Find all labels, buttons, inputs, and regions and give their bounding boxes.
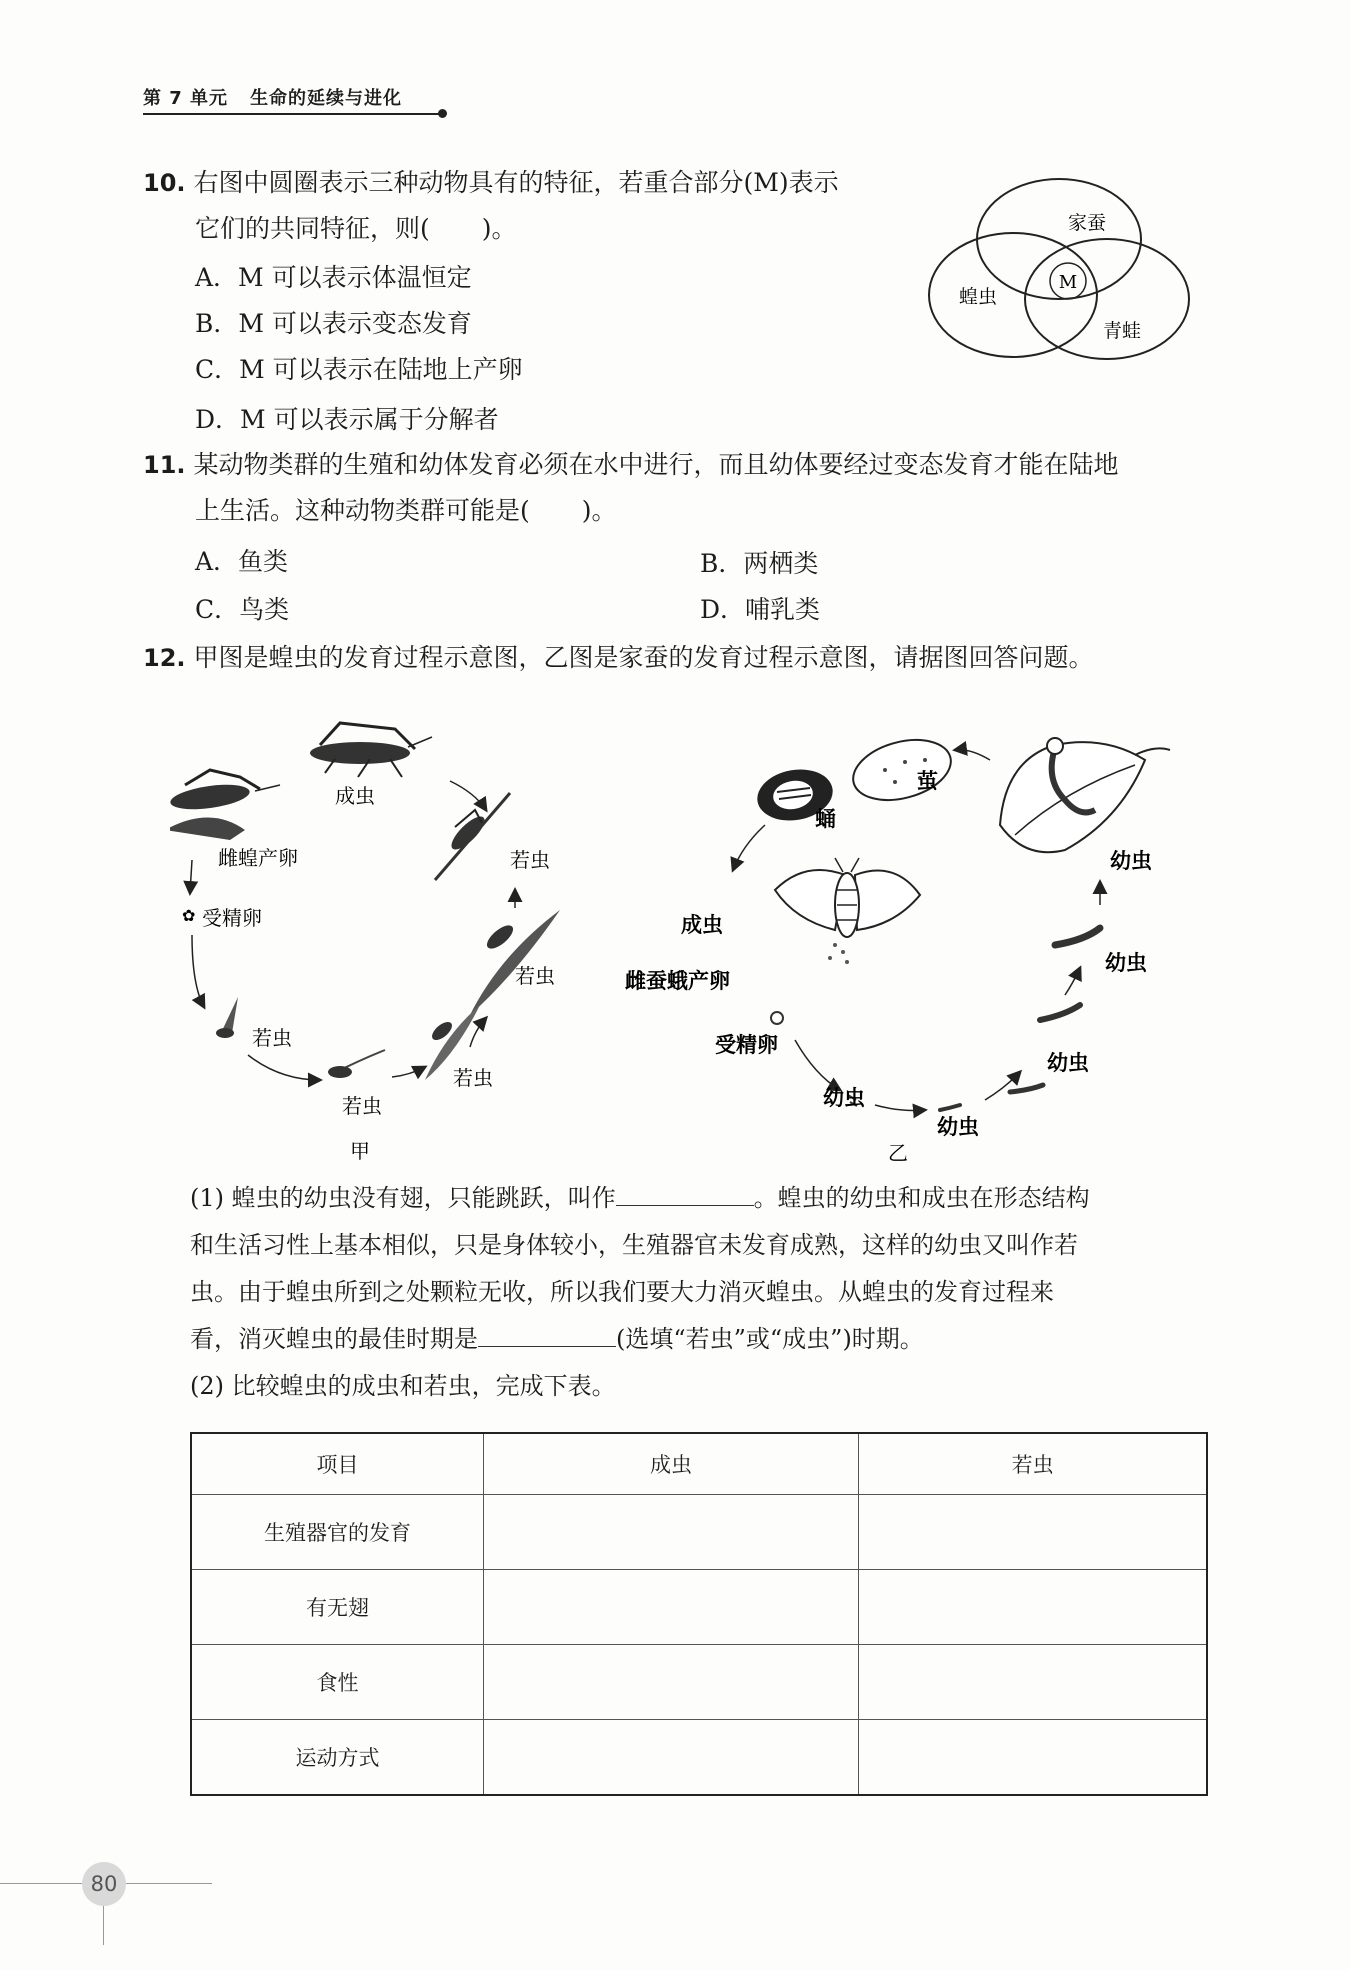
table-row-label: 有无翅 (191, 1570, 483, 1645)
q11-option-b: B．两栖类 (700, 549, 819, 578)
q10-stem1: 右图中圆圈表示三种动物具有的特征，若重合部分(M)表示 (193, 168, 839, 197)
arrow-pupa-to-adult (733, 825, 765, 870)
venn-label-locust: 蝗虫 (958, 286, 998, 308)
locust-nymph-icon-5 (216, 997, 238, 1038)
locust-label-laying: 雌蝗产卵 (218, 846, 298, 870)
locust-adult-icon (310, 723, 432, 777)
arrow-nymph-to-adult (450, 781, 486, 810)
table-header-adult: 成虫 (483, 1433, 858, 1495)
venn-diagram (915, 175, 1205, 370)
table-cell-blank[interactable] (859, 1570, 1207, 1645)
silkworm-label-egg: 受精卵 (715, 1032, 778, 1057)
larva-icon-2 (1040, 1005, 1080, 1020)
larva-icon-4 (940, 1105, 960, 1110)
locust-label-egg: 受精卵 (202, 906, 262, 930)
locust-label-adult: 成虫 (335, 784, 375, 808)
silkworm-label-larva-5: 幼虫 (823, 1085, 865, 1110)
q12-sub1-line4 (190, 1316, 924, 1363)
locust-label-nymph-1: 若虫 (510, 848, 550, 872)
q11-option-d: D．哺乳类 (700, 595, 821, 624)
q12-blank-2[interactable] (478, 1320, 616, 1347)
locust-nymph-icon-2 (470, 910, 560, 1015)
q12-sub1-text-c: 看，消灭蝗虫的最佳时期是 (190, 1325, 478, 1353)
table-cell-blank[interactable] (483, 1645, 858, 1720)
q12-sub1-line3: 虫。由于蝗虫所到之处颗粒无收，所以我们要大力消灭蝗虫。从蝗虫的发育过程来 (190, 1278, 1054, 1306)
table-header-item: 项目 (191, 1433, 483, 1495)
table-cell-blank[interactable] (859, 1645, 1207, 1720)
locust-nymph-icon-1 (435, 793, 510, 880)
q10-stem2-b: )。 (481, 214, 517, 243)
locust-nymph-icon-4 (328, 1050, 385, 1078)
arrow-nymph-up-2 (470, 1018, 486, 1047)
arrow-leaf-to-cocoon (955, 750, 990, 760)
arrow-egg-to-larva (795, 1040, 840, 1090)
q11-stem1: 某动物类群的生殖和幼体发育必须在水中进行，而且幼体要经过变态发育才能在陆地 (193, 450, 1119, 479)
table-cell-blank[interactable] (859, 1720, 1207, 1796)
silkworm-label-larva-4: 幼虫 (937, 1114, 979, 1139)
q12-sub1-text-a: (1) 蝗虫的幼虫没有翅，只能跳跃，叫作 (190, 1184, 616, 1212)
venn-circle-locust (929, 233, 1097, 357)
figure-caption-jia: 甲 (350, 1139, 370, 1163)
q12-blank-1[interactable] (616, 1179, 754, 1206)
cocoon-icon (846, 730, 957, 810)
table-cell-blank[interactable] (483, 1495, 858, 1570)
venn-label-frog: 青蛙 (1102, 320, 1142, 342)
q10-stem-line2 (195, 206, 517, 252)
silkworm-label-larva-3: 幼虫 (1047, 1050, 1089, 1075)
q12-number: 12. (143, 644, 186, 672)
mulberry-leaf-icon (1000, 738, 1170, 852)
table-cell-blank[interactable] (483, 1570, 858, 1645)
q10-number: 10. (143, 169, 186, 197)
arrow-larva-up-2 (1065, 968, 1080, 995)
q11-stem-line1 (143, 442, 1118, 488)
table-row-label: 生殖器官的发育 (191, 1495, 483, 1570)
table-row (191, 1720, 1207, 1796)
unit-number: 第 7 单元 (143, 88, 229, 109)
q10-option-b: B．M 可以表示变态发育 (195, 309, 472, 338)
q12-sub1-text-d: (选填“若虫”或“成虫”)时期。 (616, 1325, 924, 1353)
locust-egg-icon: ✿ (182, 906, 196, 925)
q12-sub1-text-b: 。蝗虫的幼虫和成虫在形态结构 (753, 1184, 1090, 1212)
arrow-egg-to-nymph (192, 935, 204, 1007)
larva-icon-3 (1010, 1085, 1043, 1092)
q11-stem2-a: 上生活。这种动物类群可能是( (195, 496, 530, 525)
table-row (191, 1645, 1207, 1720)
q11-number: 11. (143, 451, 186, 479)
unit-title: 生命的延续与进化 (250, 88, 403, 109)
q11-stem-line2 (195, 488, 617, 534)
page-number: 80 (82, 1862, 126, 1906)
arrow-laying-to-egg (190, 860, 192, 893)
header-rule-dot (438, 109, 447, 118)
table-row-label: 食性 (191, 1645, 483, 1720)
q12-sub1-line1 (190, 1175, 1090, 1222)
figure-silkworm-development (625, 700, 1185, 1175)
locust-label-nymph-2: 若虫 (515, 964, 555, 988)
silkworm-label-laying: 雌蚕蛾产卵 (625, 968, 730, 993)
q11-option-c: C．鸟类 (195, 595, 290, 624)
venn-label-silkworm: 家蚕 (1067, 212, 1107, 234)
q12-stem-line (143, 635, 1093, 681)
q11-option-a: A．鱼类 (195, 547, 289, 576)
q12-stem: 甲图是蝗虫的发育过程示意图，乙图是家蚕的发育过程示意图，请据图回答问题。 (193, 643, 1094, 672)
table-cell-blank[interactable] (483, 1720, 858, 1796)
q10-option-c: C．M 可以表示在陆地上产卵 (195, 355, 523, 384)
silkworm-label-larva-1: 幼虫 (1110, 848, 1152, 873)
table-header-nymph: 若虫 (859, 1433, 1207, 1495)
arrow-larva-right (875, 1105, 925, 1110)
header-rule (143, 113, 443, 115)
locust-label-nymph-5: 若虫 (252, 1026, 292, 1050)
locust-laying-icon (170, 770, 280, 840)
unit-header (143, 84, 402, 110)
silk-moth-icon (775, 858, 920, 964)
table-row (191, 1495, 1207, 1570)
comparison-table (190, 1432, 1208, 1796)
q10-option-d: D．M 可以表示属于分解者 (195, 405, 499, 434)
q11-stem2-b: )。 (581, 496, 617, 525)
table-header-row (191, 1433, 1207, 1495)
table-row (191, 1570, 1207, 1645)
figure-locust-development (170, 715, 570, 1170)
table-row-label: 运动方式 (191, 1720, 483, 1796)
q12-sub1-line2: 和生活习性上基本相似，只是身体较小，生殖器官未发育成熟，这样的幼虫又叫作若 (190, 1231, 1078, 1259)
figure-caption-yi: 乙 (888, 1141, 908, 1165)
q10-option-a: A．M 可以表示体温恒定 (195, 263, 472, 292)
q12-sub2-text: (2) 比较蝗虫的成虫和若虫，完成下表。 (190, 1372, 616, 1400)
arrow-larva-up-3 (985, 1072, 1020, 1100)
page-footer-tick (103, 1905, 104, 1945)
locust-label-nymph-3: 若虫 (453, 1066, 493, 1090)
q10-stem2-a: 它们的共同特征，则( (195, 214, 430, 243)
q10-stem-line1 (143, 160, 839, 206)
larva-icon-1 (1055, 928, 1100, 945)
silkworm-label-cocoon: 茧 (917, 768, 938, 793)
locust-label-nymph-4: 若虫 (342, 1094, 382, 1118)
silkworm-label-larva-2: 幼虫 (1105, 950, 1147, 975)
silkworm-egg-icon (771, 1012, 783, 1024)
silkworm-label-pupa: 蛹 (815, 806, 836, 831)
silkworm-label-adult: 成虫 (681, 912, 723, 937)
arrow-nymph-bottom (248, 1055, 320, 1080)
table-cell-blank[interactable] (859, 1495, 1207, 1570)
arrow-nymph-right (392, 1067, 425, 1077)
venn-center-label: M (1058, 272, 1078, 293)
